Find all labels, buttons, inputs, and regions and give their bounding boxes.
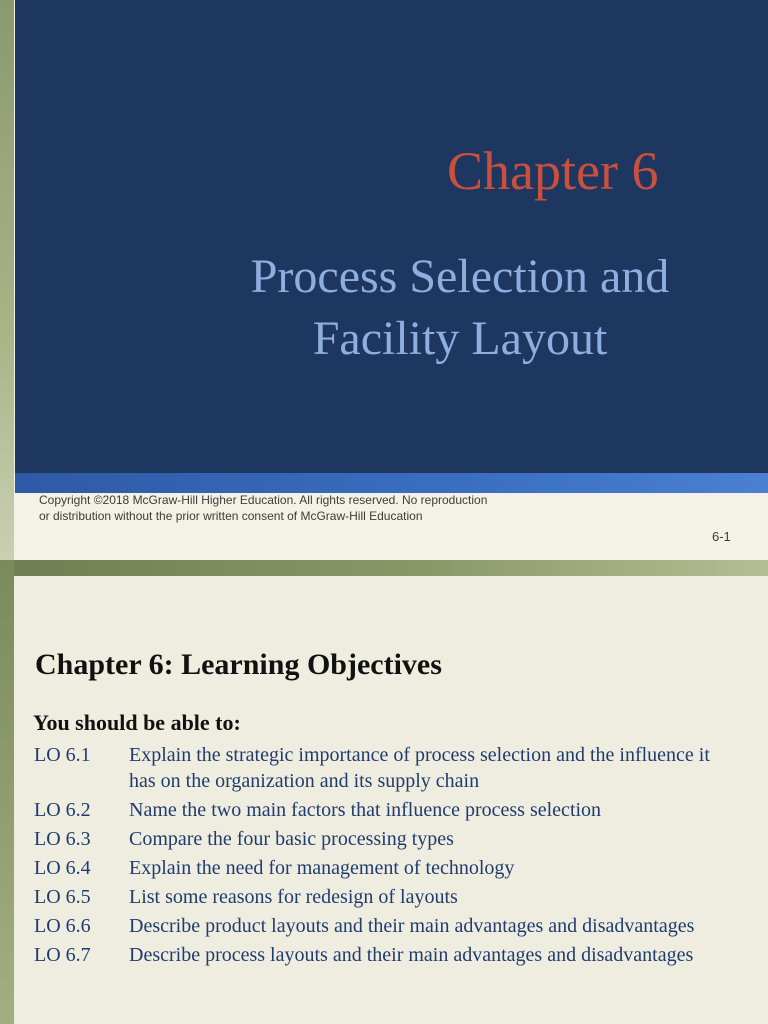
chapter-title: Chapter 6 — [447, 141, 659, 201]
objective-code: LO 6.4 — [34, 857, 91, 879]
copyright-notice: Copyright ©2018 McGraw-Hill Higher Education. All rights reserved. No reproduction or distribution without the prior written consent of McGraw-Hill Education — [39, 493, 488, 523]
objective-text: Explain the strategic importance of process selection and the influence it has on the organization and its supply chain — [129, 744, 710, 792]
list-item — [34, 884, 734, 910]
list-item — [34, 942, 734, 968]
objective-text: List some reasons for redesign of layouts — [129, 886, 458, 908]
objectives-slide — [0, 560, 768, 1024]
objective-code: LO 6.6 — [34, 915, 91, 937]
list-item — [34, 855, 734, 881]
slide-title: Chapter 6: Learning Objectives — [35, 648, 442, 681]
objective-text: Explain the need for management of technology — [129, 857, 515, 879]
objective-code: LO 6.3 — [34, 828, 91, 850]
list-item — [34, 826, 734, 852]
title-panel — [15, 0, 768, 473]
list-item — [34, 797, 734, 823]
objective-text: Describe product layouts and their main advantages and disadvantages — [129, 915, 695, 937]
objective-text: Describe process layouts and their main advantages and disadvantages — [129, 944, 694, 966]
top-accent-bar — [0, 560, 768, 576]
left-accent-bar — [0, 0, 14, 560]
objective-text: Compare the four basic processing types — [129, 828, 454, 850]
chapter-subtitle — [200, 246, 720, 370]
objective-code: LO 6.7 — [34, 944, 91, 966]
slide-number: 6-1 — [712, 529, 731, 544]
objective-code: LO 6.2 — [34, 799, 91, 821]
objectives-intro: You should be able to: — [33, 710, 241, 735]
subtitle-line: Process Selection and — [250, 250, 670, 303]
objective-code: LO 6.1 — [34, 744, 91, 766]
list-item — [34, 742, 734, 794]
list-item — [34, 913, 734, 939]
objective-text: Name the two main factors that influence process selection — [129, 799, 602, 821]
objectives-list — [34, 742, 734, 971]
left-accent-bar — [0, 560, 14, 1024]
objective-code: LO 6.5 — [34, 886, 91, 908]
blue-divider-strip — [15, 473, 768, 493]
subtitle-line: Facility Layout — [312, 312, 608, 365]
